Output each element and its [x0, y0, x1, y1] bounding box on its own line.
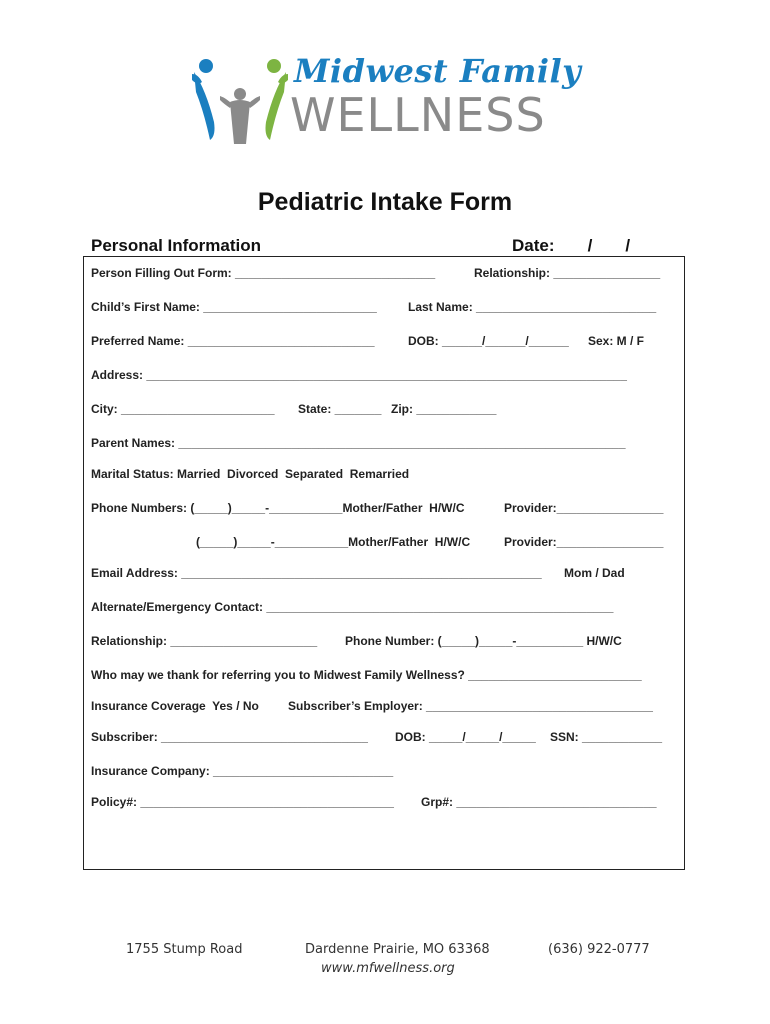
- email-owner-field[interactable]: Mom / Dad: [564, 566, 625, 580]
- policy-number-field[interactable]: Policy#: ______________________________________: [91, 795, 394, 809]
- subscriber-employer-field[interactable]: Subscriber’s Employer: __________________________________: [288, 699, 653, 713]
- city-field[interactable]: City: _______________________: [91, 402, 275, 416]
- provider-1-field[interactable]: Provider:________________: [504, 501, 664, 515]
- footer-city: Dardenne Prairie, MO 63368: [305, 942, 490, 957]
- phone-number-2-field[interactable]: (_____)_____-___________Mother/Father H/W/C: [196, 535, 471, 549]
- marital-status-field[interactable]: Marital Status: Married Divorced Separated Remarried: [91, 467, 410, 481]
- relationship-field[interactable]: Relationship: ________________: [474, 266, 661, 280]
- subscriber-dob-field[interactable]: DOB: _____/_____/_____: [395, 730, 536, 744]
- last-name-field[interactable]: Last Name: ___________________________: [408, 300, 657, 314]
- footer-address: 1755 Stump Road: [126, 942, 243, 957]
- logo-text-bottom: WELLNESS: [290, 88, 546, 142]
- logo-text-top: Midwest Family: [294, 52, 582, 90]
- state-field[interactable]: State: _______: [298, 402, 382, 416]
- footer-phone: (636) 922-0777: [548, 942, 650, 957]
- ssn-field[interactable]: SSN: ____________: [550, 730, 663, 744]
- parent-names-field[interactable]: Parent Names: ___________________________________________________________________: [91, 436, 626, 450]
- emergency-relationship-field[interactable]: Relationship: ______________________: [91, 634, 318, 648]
- phone-number-1-field[interactable]: Phone Numbers: (_____)_____-___________Mother/Father H/W/C: [91, 501, 465, 515]
- referral-field[interactable]: Who may we thank for referring you to Midwest Family Wellness? __________________________: [91, 668, 642, 682]
- zip-field[interactable]: Zip: ____________: [391, 402, 497, 416]
- child-dob-field[interactable]: DOB: ______/______/______: [408, 334, 569, 348]
- email-address-field[interactable]: Email Address: ______________________________________________________: [91, 566, 542, 580]
- child-first-name-field[interactable]: Child’s First Name: __________________________: [91, 300, 377, 314]
- insurance-coverage-field[interactable]: Insurance Coverage Yes / No: [91, 699, 259, 713]
- footer-website[interactable]: www.mfwellness.org: [321, 961, 455, 976]
- person-filling-form-field[interactable]: Person Filling Out Form: ______________________________: [91, 266, 436, 280]
- page-title: Pediatric Intake Form: [257, 188, 513, 216]
- midwest-family-wellness-logo: [190, 52, 590, 152]
- group-number-field[interactable]: Grp#: ______________________________: [421, 795, 657, 809]
- subscriber-field[interactable]: Subscriber: _______________________________: [91, 730, 368, 744]
- section-heading: Personal Information: [91, 236, 262, 255]
- provider-2-field[interactable]: Provider:________________: [504, 535, 664, 549]
- sex-field[interactable]: Sex: M / F: [588, 334, 645, 348]
- emergency-contact-field[interactable]: Alternate/Emergency Contact: ____________________________________________________: [91, 600, 614, 614]
- preferred-name-field[interactable]: Preferred Name: ____________________________: [91, 334, 375, 348]
- emergency-phone-field[interactable]: Phone Number: (_____)_____-__________ H/W/C: [345, 634, 622, 648]
- address-field[interactable]: Address: ________________________________________________________________________: [91, 368, 627, 382]
- insurance-company-field[interactable]: Insurance Company: ___________________________: [91, 764, 394, 778]
- logo-figures-icon: [190, 52, 290, 152]
- date-field[interactable]: Date: / /: [512, 236, 631, 255]
